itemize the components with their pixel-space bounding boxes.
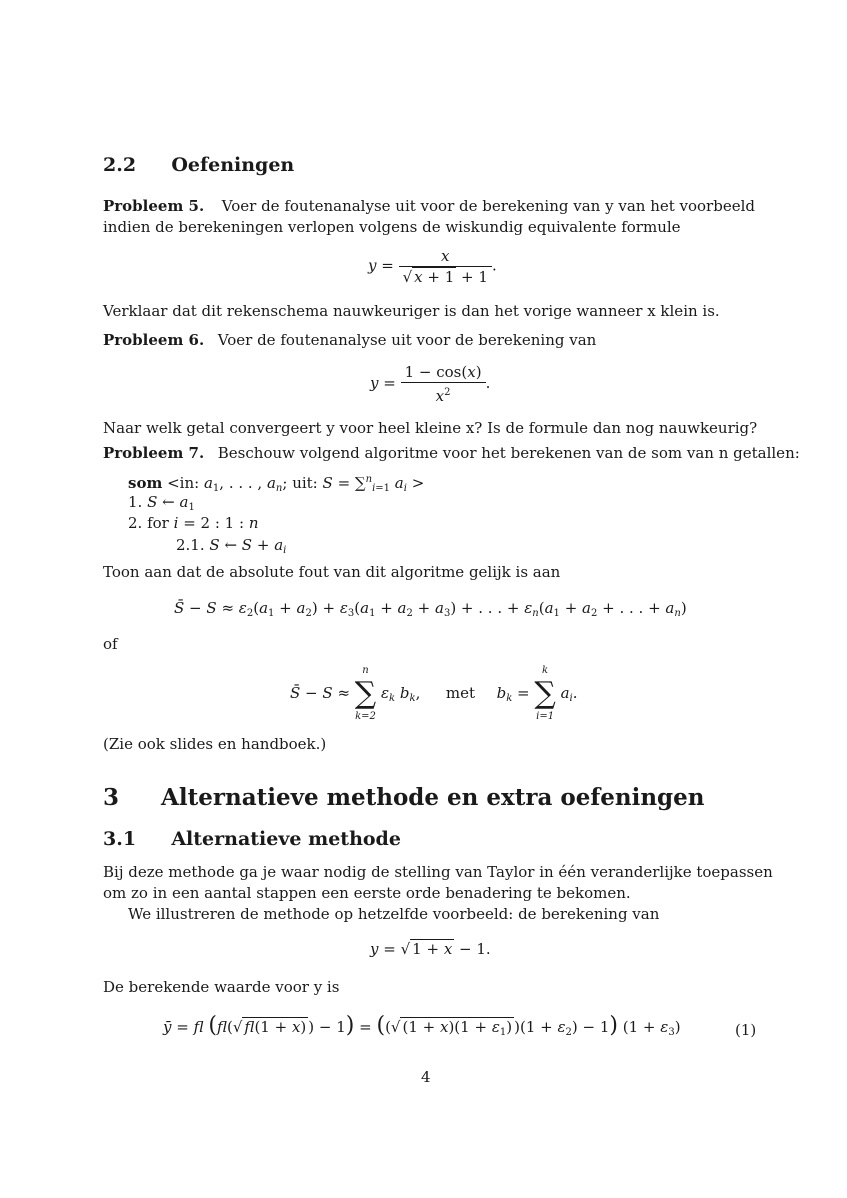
- section-heading-2-2: [103, 154, 294, 176]
- problem-7-after: Toon aan dat de absolute fout van dit algoritme gelijk is aan: [103, 563, 561, 581]
- section-number: 3: [103, 784, 120, 811]
- algorithm-keyword: som: [128, 474, 163, 492]
- problem-7-text: Beschouw volgend algoritme voor het berekenen van de som van n getallen:: [217, 444, 800, 462]
- algorithm-step-1: 1. S ← $a_1$: [128, 493, 195, 513]
- section-number: 3.1: [103, 828, 137, 850]
- problem-6-label: Probleem 6.: [103, 331, 205, 349]
- page-number: 4: [421, 1068, 431, 1086]
- met-text: met: [445, 684, 476, 702]
- or-text: of: [103, 635, 118, 653]
- problem-5-line2: indien de berekeningen verlopen volgens de wiskundig equivalente formule: [103, 218, 681, 236]
- para2: We illustreren de methode op hetzelfde voorbeeld: de berekening van: [128, 905, 660, 923]
- problem-5-label: Probleem 5.: [103, 197, 205, 215]
- step-number: 1.: [128, 493, 143, 511]
- algorithm-header: som <in: $a_1$, . . . , $a_n$; uit: S = ∑$^n_{i=1}$ $a_i$ >: [128, 474, 425, 494]
- equation-number: (1): [735, 1021, 757, 1039]
- section-heading-3: [103, 784, 705, 811]
- para1-line2: om zo in een aantal stappen een eerste orde benadering te bekomen.: [103, 884, 631, 902]
- section-heading-3-1: [103, 828, 401, 850]
- problem-7-line1: [103, 443, 800, 463]
- section-number: 2.2: [103, 154, 137, 176]
- section-title: Alternatieve methode: [171, 828, 401, 850]
- step-number: 2. for: [128, 514, 169, 532]
- para1-line1: Bij deze methode ga je waar nodig de stelling van Taylor in één veranderlijke toepassen: [103, 863, 773, 881]
- problem-6-line1: [103, 330, 596, 350]
- equation-abs-error: S̄ − $S \approx \varepsilon_2(a_1 + a_2) + \varepsilon_3(a_1 + a_2 + a_3)$ + . . . + $\varepsilon_n(a_1 + a_2$ + . . . + $a_n$): [174, 599, 687, 619]
- equation-p5: y = $\frac{x}{√ x + 1 + 1}$ .: [368, 247, 497, 286]
- note-text: (Zie ook slides en handboek.): [103, 735, 327, 753]
- problem-7-label: Probleem 7.: [103, 444, 205, 462]
- para3: De berekende waarde voor y is: [103, 978, 340, 996]
- algorithm-step-2-1: 2.1. S ← $S + a_i$: [176, 536, 287, 556]
- equation-p6: y = $\frac{1 - \cos(x)}{x^2}$ .: [370, 363, 491, 405]
- problem-5-text: Voer de foutenanalyse uit voor de berekening van y van het voorbeeld: [221, 197, 755, 215]
- section-title: Oefeningen: [171, 154, 295, 176]
- problem-6-after: Naar welk getal convergeert y voor heel kleine x? Is de formule dan nog nauwkeurig?: [103, 419, 758, 437]
- problem-5-after: Verklaar dat dit rekenschema nauwkeuriger is dan het vorige wanneer x klein is.: [103, 302, 720, 320]
- step-number: 2.1.: [176, 536, 205, 554]
- equation-y: y = √ 1 + x − 1.: [370, 940, 491, 958]
- equation-sum-form: S̄ − S ≈ n ∑ k=2 $\varepsilon_k$ $b_k$, met $b_k$ = k ∑ i=1 $a_i$.: [290, 665, 578, 722]
- problem-6-text: Voer de foutenanalyse uit voor de berekening van: [217, 331, 597, 349]
- problem-5-line1: [103, 196, 755, 216]
- equation-1: ȳ = fl (fl(√ fl(1 + x) ) − 1) = ((√ $(1 + x)(1 + \varepsilon_1)$ )$(1 + \varepsilon_2) - 1$) $(1 + \varepsilon_3)$: [163, 1013, 681, 1038]
- algorithm-step-2: 2. for i = 2 : 1 : n: [128, 514, 259, 532]
- section-title: Alternatieve methode en extra oefeningen: [161, 784, 705, 811]
